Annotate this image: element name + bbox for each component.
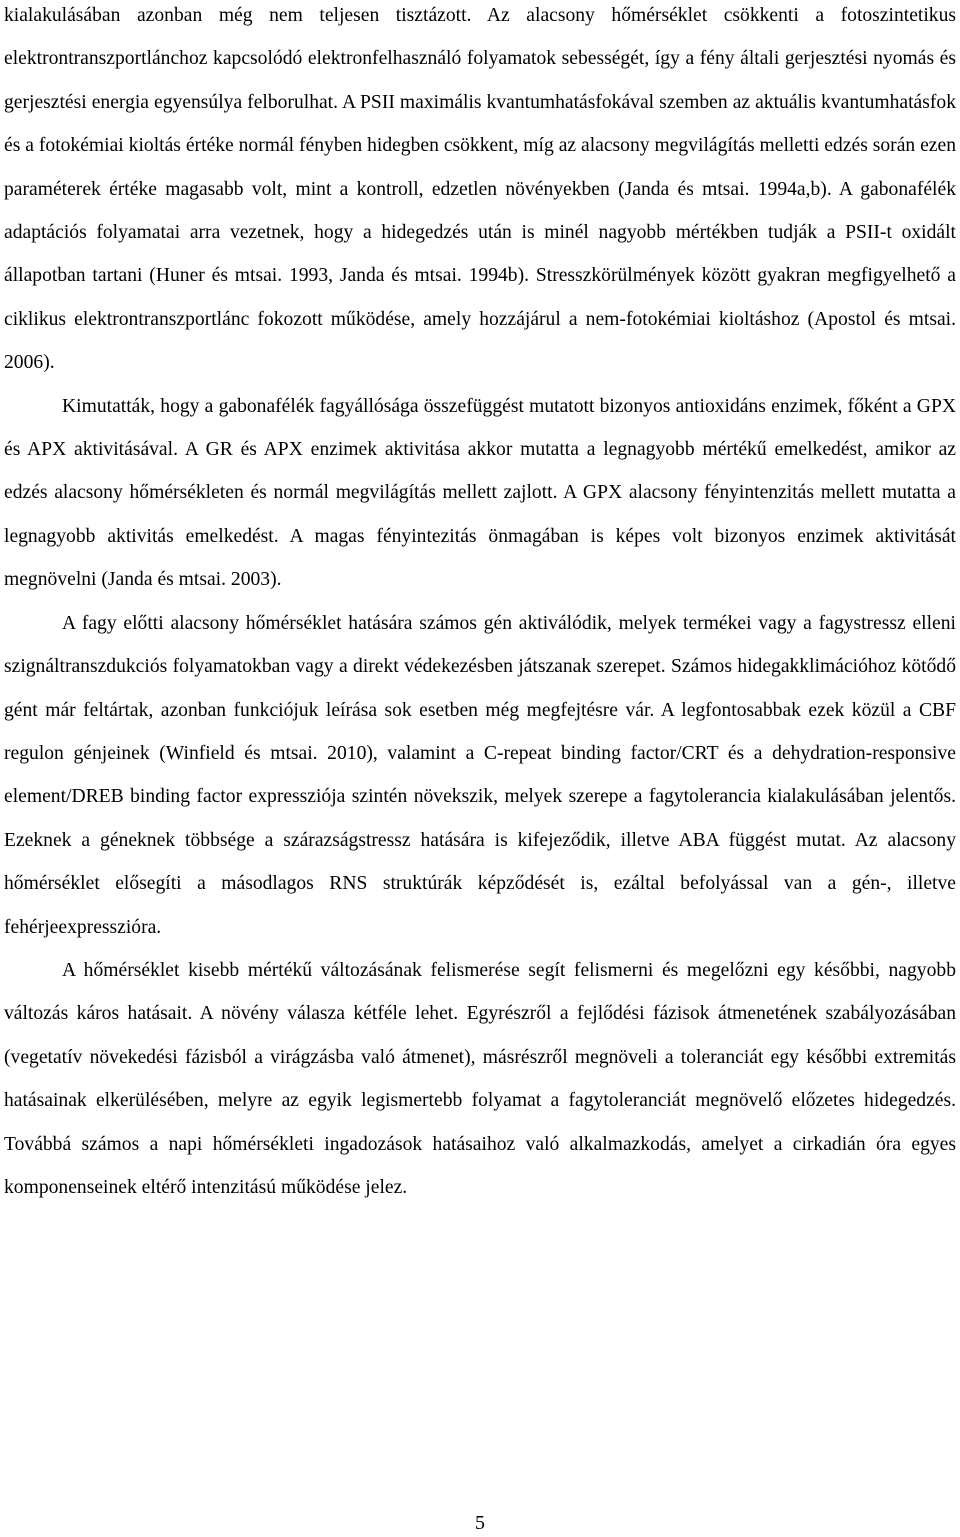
page-number: 5	[475, 1512, 485, 1534]
paragraph-temperature-response: A hőmérséklet kisebb mértékű változásának felismerése segít felismerni és megelőzni egy későbbi, nagyobb változás káros hatásait. A növény válasza kétféle lehet. Egyrészről a fejlődési fázisok átmenetének szabályozásában (vegetatív növekedési fázisból a virágzásba való átmenet), másrészről megnöveli a toleranciát egy későbbi extremitás hatásainak elkerülésében, melyre az egyik legismertebb folyamat a fagytoleranciát megnövelő előzetes hidegedzés. Továbbá számos a napi hőmérsékleti ingadozások hatásaihoz való alkalmazkodás, amelyet a cirkadián óra egyes komponenseinek eltérő intenzitású működése jelez.	[4, 959, 956, 1198]
paragraph-cold-genes: A fagy előtti alacsony hőmérséklet hatására számos gén aktiválódik, melyek termékei vagy a fagystressz elleni szignáltranszdukciós folyamatokban vagy a direkt védekezésben játszanak szerepet. Számos hidegakklimációhoz kötődő gént már feltártak, azonban funkciójuk leírása sok esetben még megfejtésre vár. A legfontosabbak ezek közül a CBF regulon génjeinek (Winfield és mtsai. 2010), valamint a C-repeat binding factor/CRT és a dehydration-responsive element/DREB binding factor expressziója szintén növekszik, melyek szerepe a fagytolerancia kialakulásában jelentős. Ezeknek a géneknek többsége a szárazságstressz hatására is kifejeződik, illetve ABA függést mutat. Az alacsony hőmérséklet elősegíti a másodlagos RNS struktúrák képződését is, ezáltal befolyással van a gén-, illetve fehérjeexpresszióra.	[4, 612, 956, 938]
document-page	[4, 0, 956, 1209]
paragraph-photosynthesis: kialakulásában azonban még nem teljesen tisztázott. Az alacsony hőmérséklet csökkenti a fotoszintetikus elektrontranszportlánchoz kapcsolódó elektronfelhasználó folyamatok sebességét, így a fény általi gerjesztési nyomás és gerjesztési energia egyensúlya felborulhat. A PSII maximális kvantumhatásfokával szemben az aktuális kvantumhatásfok és a fotokémiai kioltás értéke normál fényben hidegben csökkent, míg az alacsony megvilágítás melletti edzés során ezen paraméterek értéke magasabb volt, mint a kontroll, edzetlen növényekben (Janda és mtsai. 1994a,b). A gabonafélék adaptációs folyamatai arra vezetnek, hogy a hidegedzés után is minél nagyobb mértékben tudják a PSII-t oxidált állapotban tartani (Huner és mtsai. 1993, Janda és mtsai. 1994b). Stresszkörülmények között gyakran megfigyelhető a ciklikus elektrontranszportlánc fokozott működése, amely hozzájárul a nem-fotokémiai kioltáshoz (Apostol és mtsai. 2006).	[4, 5, 956, 374]
paragraph-antioxidant-enzymes: Kimutatták, hogy a gabonafélék fagyállósága összefüggést mutatott bizonyos antioxidáns enzimek, főként a GPX és APX aktivitásával. A GR és APX enzimek aktivitása akkor mutatta a legnagyobb mértékű emelkedést, amikor az edzés alacsony hőmérsékleten és normál megvilágítás mellett zajlott. A GPX alacsony fényintenzitás mellett mutatta a legnagyobb aktivitás emelkedést. A magas fényintezitás önmagában is képes volt bizonyos enzimek aktivitását megnövelni (Janda és mtsai. 2003).	[4, 395, 956, 591]
